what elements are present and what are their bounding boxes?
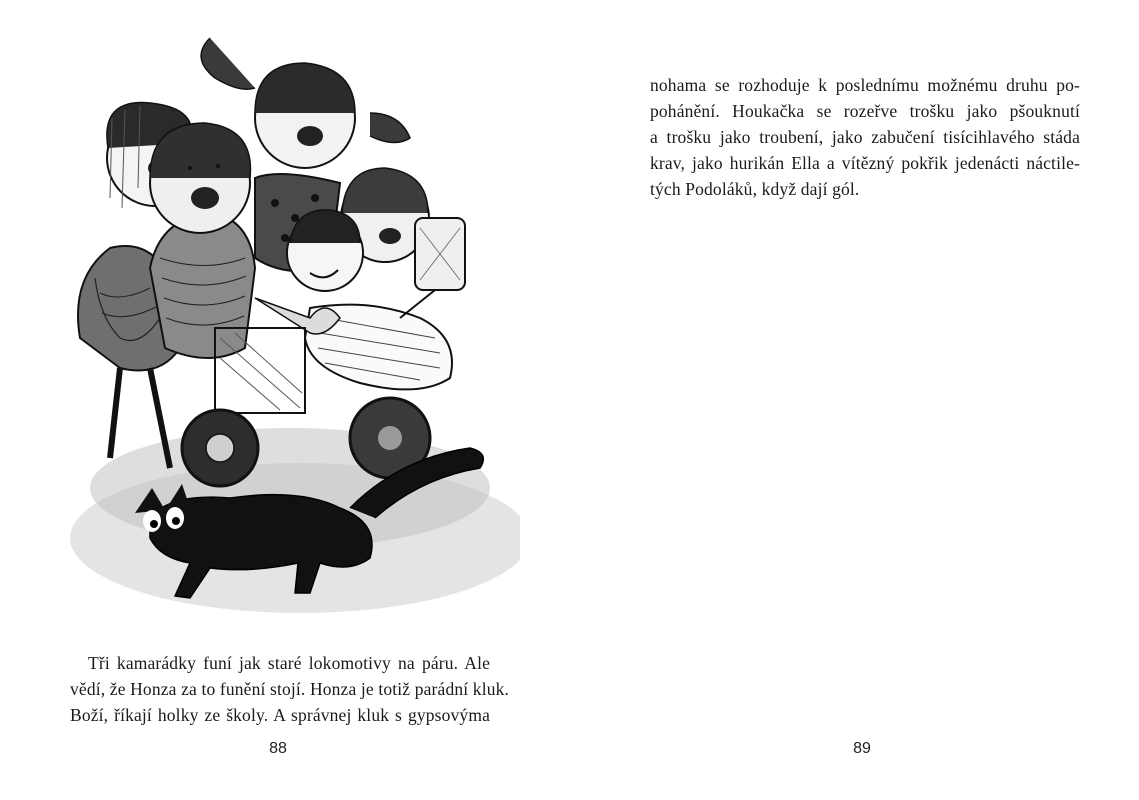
right-paragraph-line: a trošku jako troubení, jako zabučení tisícihlavého stáda [650, 127, 1080, 147]
right-paragraph-line: krav, jako hurikán Ella a vítězný pokřik jedenácti náctile- [650, 153, 1080, 173]
left-paragraph-line: Tři kamarádky funí jak staré lokomotivy na páru. Ale [88, 653, 490, 673]
left-paragraph-line: Boží, říkají holky ze školy. A správnej kluk s gypsovýma [70, 705, 490, 725]
right-page [570, 0, 1139, 800]
right-paragraph-line: pohánění. Houkačka se rozeřve trošku jako pšouknutí [650, 101, 1080, 121]
page-number-left: 88 [269, 740, 287, 757]
right-paragraph-line: tých Podoláků, když dají gól. [650, 179, 860, 199]
page-number-right: 89 [853, 740, 871, 757]
right-paragraph-line: nohama se rozhoduje k poslednímu možnému druhu po- [650, 75, 1080, 95]
illustration-image [40, 18, 520, 618]
girl-center [150, 123, 255, 358]
left-page-paragraph [70, 650, 510, 728]
left-paragraph-line: vědí, že Honza za to funění stojí. Honza je totiž parádní kluk. [70, 679, 510, 699]
right-page-paragraph [650, 72, 1080, 202]
left-page [0, 0, 569, 800]
